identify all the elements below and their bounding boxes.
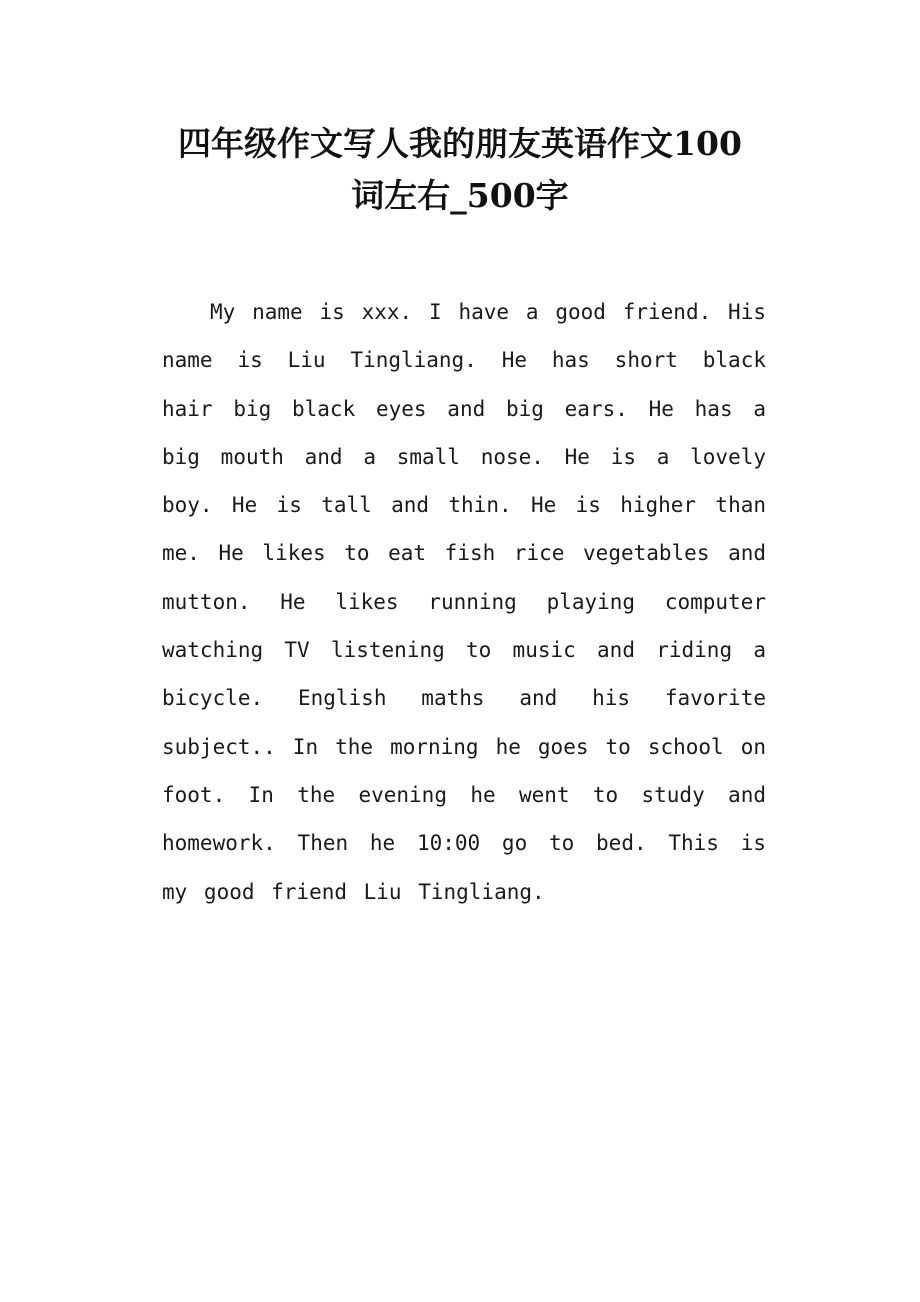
- document-title: [120, 118, 800, 222]
- essay-paragraph: My name is xxx. I have a good friend. His name is Liu Tingliang. He has short black hair big black eyes and big ears. He has a big mouth and a small nose. He is a lovely boy. He is tall and thin. He is higher than me. He likes to eat fish rice vegetables and mutton. He likes running playing computer watching TV listening to music and riding a bicycle. English maths and his favorite subject.. In the morning he goes to school on foot. In the evening he went to study and homework. Then he 10:00 go to bed. This is my good friend Liu Tingliang.: [162, 300, 766, 904]
- title-line-1: 四年级作文写人我的朋友英语作文100: [178, 124, 742, 163]
- title-line-2: 词左右_500字: [351, 176, 569, 215]
